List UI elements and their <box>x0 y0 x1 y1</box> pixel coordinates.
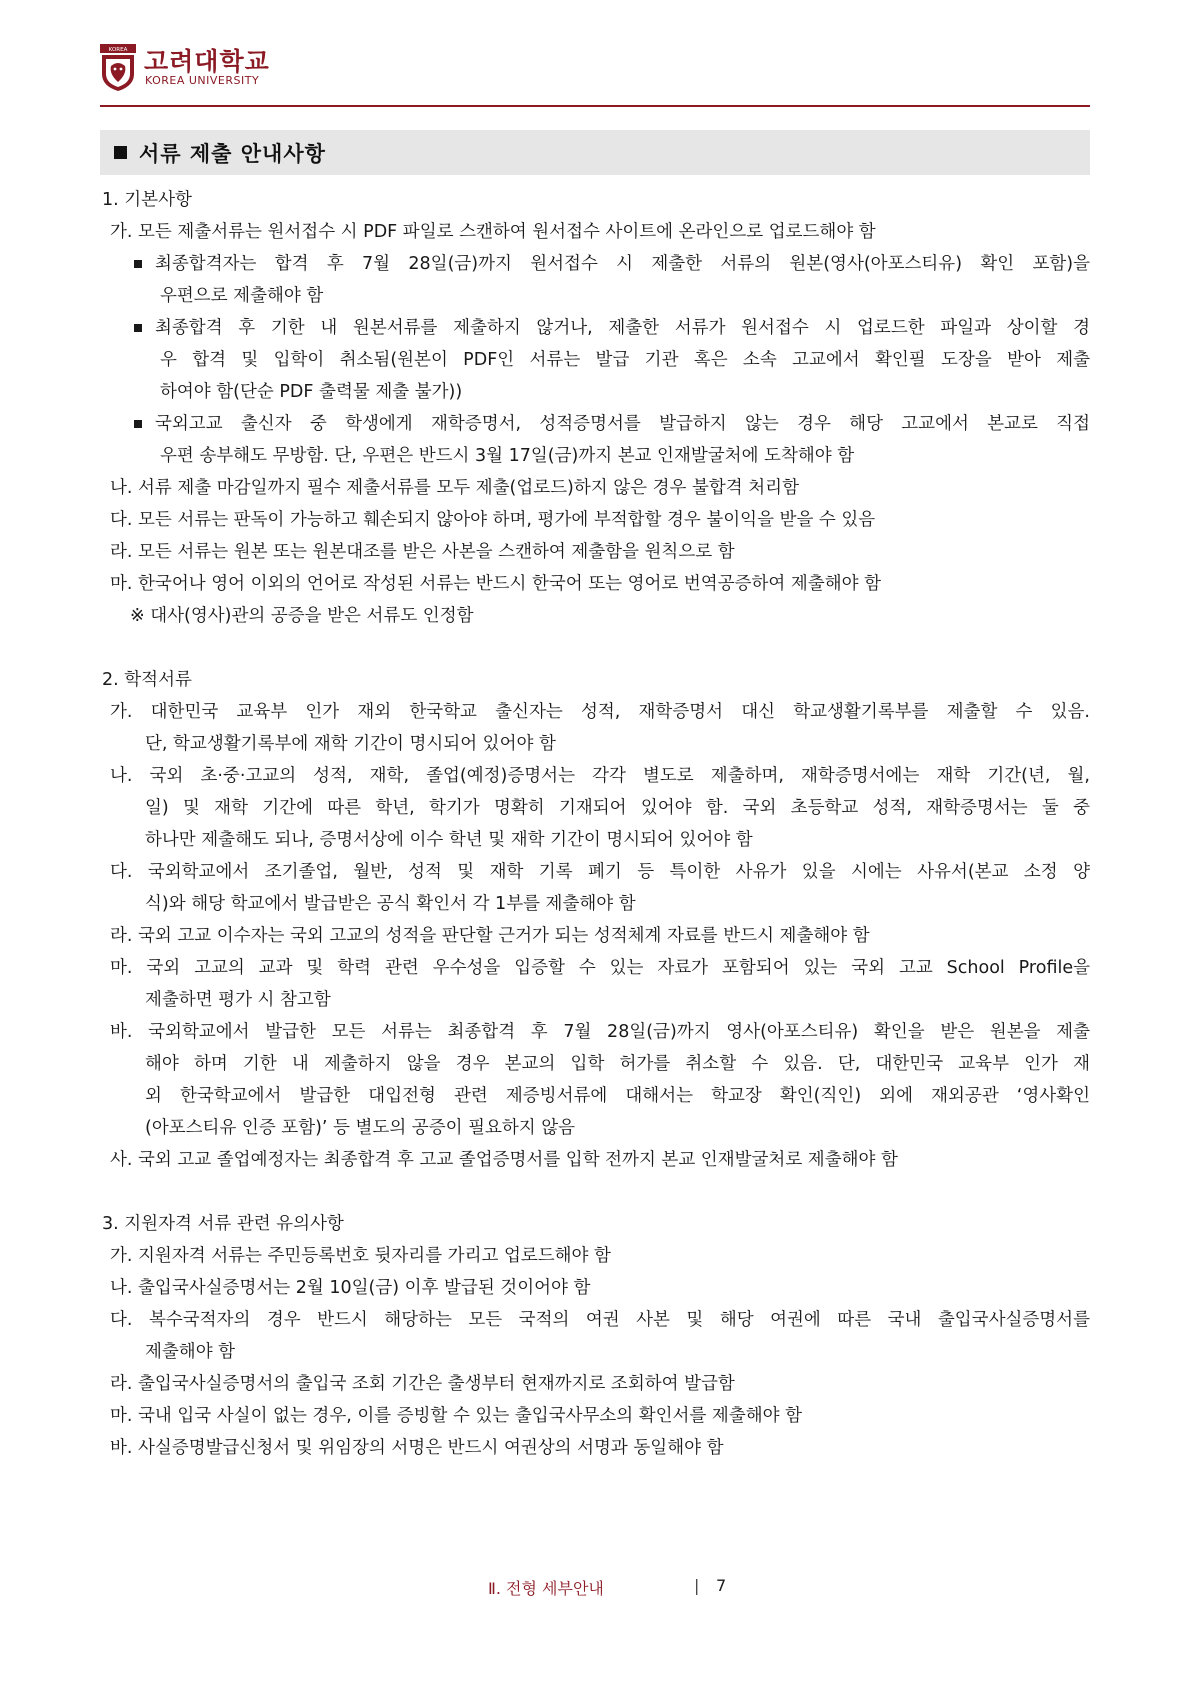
list-item: 라. 출입국사실증명서의 출입국 조회 기간은 출생부터 현재까지로 조회하여 발급함 <box>110 1374 735 1394</box>
section-title: 서류 제출 안내사항 <box>139 141 326 166</box>
section-heading: 2. 학적서류 <box>102 670 192 690</box>
list-item: 사. 국외 고교 졸업예정자는 최종합격 후 고교 졸업증명서를 입학 전까지 본교 인재발굴처로 제출해야 함 <box>110 1150 898 1170</box>
bullet-continuation: 우편으로 제출해야 함 <box>160 286 324 306</box>
list-item: 바. 사실증명발급신청서 및 위임장의 서명은 반드시 여권상의 서명과 동일해야 함 <box>110 1438 724 1458</box>
bullet-text: 최종합격자는 합격 후 7월 28일(금)까지 원서접수 시 제출한 서류의 원본(영사(아포스티유) 확인 포함)을 <box>155 254 1090 274</box>
bullet-continuation: 하여야 함(단순 PDF 출력물 제출 불가)) <box>160 382 463 402</box>
page-number: 7 <box>716 1576 727 1595</box>
list-item-continuation: 제출하면 평가 시 참고함 <box>145 990 331 1010</box>
footer-section-label: Ⅱ. 전형 세부안내 <box>488 1579 604 1598</box>
bullet-continuation: 우편 송부해도 무방함. 단, 우편은 반드시 3월 17일(금)까지 본교 인재발굴처에 도착해야 함 <box>160 446 855 466</box>
bullet-item <box>100 312 1090 344</box>
list-item: 마. 국내 입국 사실이 없는 경우, 이를 증빙할 수 있는 출입국사무소의 확인서를 제출해야 함 <box>110 1406 803 1426</box>
list-item-continuation: 제출해야 함 <box>145 1342 236 1362</box>
section-header <box>100 130 1090 175</box>
note-text: ※ 대사(영사)관의 공증을 받은 서류도 인정함 <box>130 606 474 626</box>
spacer <box>100 632 1090 664</box>
footer-separator: | <box>694 1576 700 1595</box>
list-item: 나. 서류 제출 마감일까지 필수 제출서류를 모두 제출(업로드)하지 않은 경우 불합격 처리함 <box>110 478 799 498</box>
bullet-text: 최종합격 후 기한 내 원본서류를 제출하지 않거나, 제출한 서류가 원서접수 시 업로드한 파일과 상이할 경 <box>155 318 1090 338</box>
page-footer <box>0 1576 1190 1600</box>
list-item: 바. 국외학교에서 발급한 모든 서류는 최종합격 후 7월 28일(금)까지 영사(아포스티유) 확인을 받은 원본을 제출 <box>110 1022 1090 1042</box>
bullet-icon <box>134 324 142 332</box>
bullet-item <box>100 248 1090 280</box>
bullet-icon <box>134 420 142 428</box>
list-item-continuation: 식)와 해당 학교에서 발급받은 공식 확인서 각 1부를 제출해야 함 <box>145 894 636 914</box>
list-item: 마. 국외 고교의 교과 및 학력 관련 우수성을 입증할 수 있는 자료가 포함되어 있는 국외 고교 School Profile을 <box>110 958 1090 978</box>
bullet-text: 국외고교 출신자 중 학생에게 재학증명서, 성적증명서를 발급하지 않는 경우 해당 고교에서 본교로 직접 <box>155 414 1090 434</box>
list-item: 나. 출입국사실증명서는 2월 10일(금) 이후 발급된 것이어야 함 <box>110 1278 591 1298</box>
list-item-continuation: 단, 학교생활기록부에 재학 기간이 명시되어 있어야 함 <box>145 734 556 754</box>
list-item: 가. 모든 제출서류는 원서접수 시 PDF 파일로 스캔하여 원서접수 사이트에 온라인으로 업로드해야 함 <box>110 222 876 242</box>
university-crest-logo <box>100 44 136 92</box>
list-item: 라. 국외 고교 이수자는 국외 고교의 성적을 판단할 근거가 되는 성적체계 자료를 반드시 제출해야 함 <box>110 926 870 946</box>
bullet-continuation: 우 합격 및 입학이 취소됨(원본이 PDF인 서류는 발급 기관 혹은 소속 고교에서 확인필 도장을 받아 제출 <box>160 350 1090 370</box>
section-heading: 1. 기본사항 <box>102 190 192 210</box>
list-item: 다. 모든 서류는 판독이 가능하고 훼손되지 않아야 하며, 평가에 부적합할 경우 불이익을 받을 수 있음 <box>110 510 876 530</box>
svg-text:KOREA: KOREA <box>108 47 128 53</box>
list-item: 다. 국외학교에서 조기졸업, 월반, 성적 및 재학 기록 폐기 등 특이한 사유가 있을 시에는 사유서(본교 소정 양 <box>110 862 1090 882</box>
page-header <box>100 40 1090 100</box>
bullet-icon <box>134 260 142 268</box>
list-item: 마. 한국어나 영어 이외의 언어로 작성된 서류는 반드시 한국어 또는 영어로 번역공증하여 제출해야 함 <box>110 574 881 594</box>
header-divider <box>100 105 1090 107</box>
document-body <box>100 184 1090 1464</box>
list-item: 나. 국외 초·중·고교의 성적, 재학, 졸업(예정)증명서는 각각 별도로 제출하며, 재학증명서에는 재학 기간(년, 월, <box>110 766 1090 786</box>
bullet-item <box>100 408 1090 440</box>
list-item: 가. 지원자격 서류는 주민등록번호 뒷자리를 가리고 업로드해야 함 <box>110 1246 611 1266</box>
square-bullet-icon <box>114 146 127 159</box>
list-item-continuation: (아포스티유 인증 포함)’ 등 별도의 공증이 필요하지 않음 <box>145 1118 576 1138</box>
list-item-continuation: 일) 및 재학 기간에 따른 학년, 학기가 명확히 기재되어 있어야 함. 국외 초등학교 성적, 재학증명서는 둘 중 <box>145 798 1090 818</box>
list-item-continuation: 외 한국학교에서 발급한 대입전형 관련 제증빙서류에 대해서는 학교장 확인(직인) 외에 재외공관 ‘영사확인 <box>145 1086 1090 1106</box>
university-name-english: KOREA UNIVERSITY <box>145 74 260 87</box>
university-name: 고려대학교 <box>144 47 270 76</box>
list-item: 가. 대한민국 교육부 인가 재외 한국학교 출신자는 성적, 재학증명서 대신 학교생활기록부를 제출할 수 있음. <box>110 702 1090 722</box>
list-item: 다. 복수국적자의 경우 반드시 해당하는 모든 국적의 여권 사본 및 해당 여권에 따른 국내 출입국사실증명서를 <box>110 1310 1090 1330</box>
spacer <box>100 1176 1090 1208</box>
list-item: 라. 모든 서류는 원본 또는 원본대조를 받은 사본을 스캔하여 제출함을 원칙으로 함 <box>110 542 735 562</box>
list-item-continuation: 하나만 제출해도 되나, 증명서상에 이수 학년 및 재학 기간이 명시되어 있어야 함 <box>145 830 753 850</box>
section-heading: 3. 지원자격 서류 관련 유의사항 <box>102 1214 344 1234</box>
list-item-continuation: 해야 하며 기한 내 제출하지 않을 경우 본교의 입학 허가를 취소할 수 있음. 단, 대한민국 교육부 인가 재 <box>145 1054 1090 1074</box>
